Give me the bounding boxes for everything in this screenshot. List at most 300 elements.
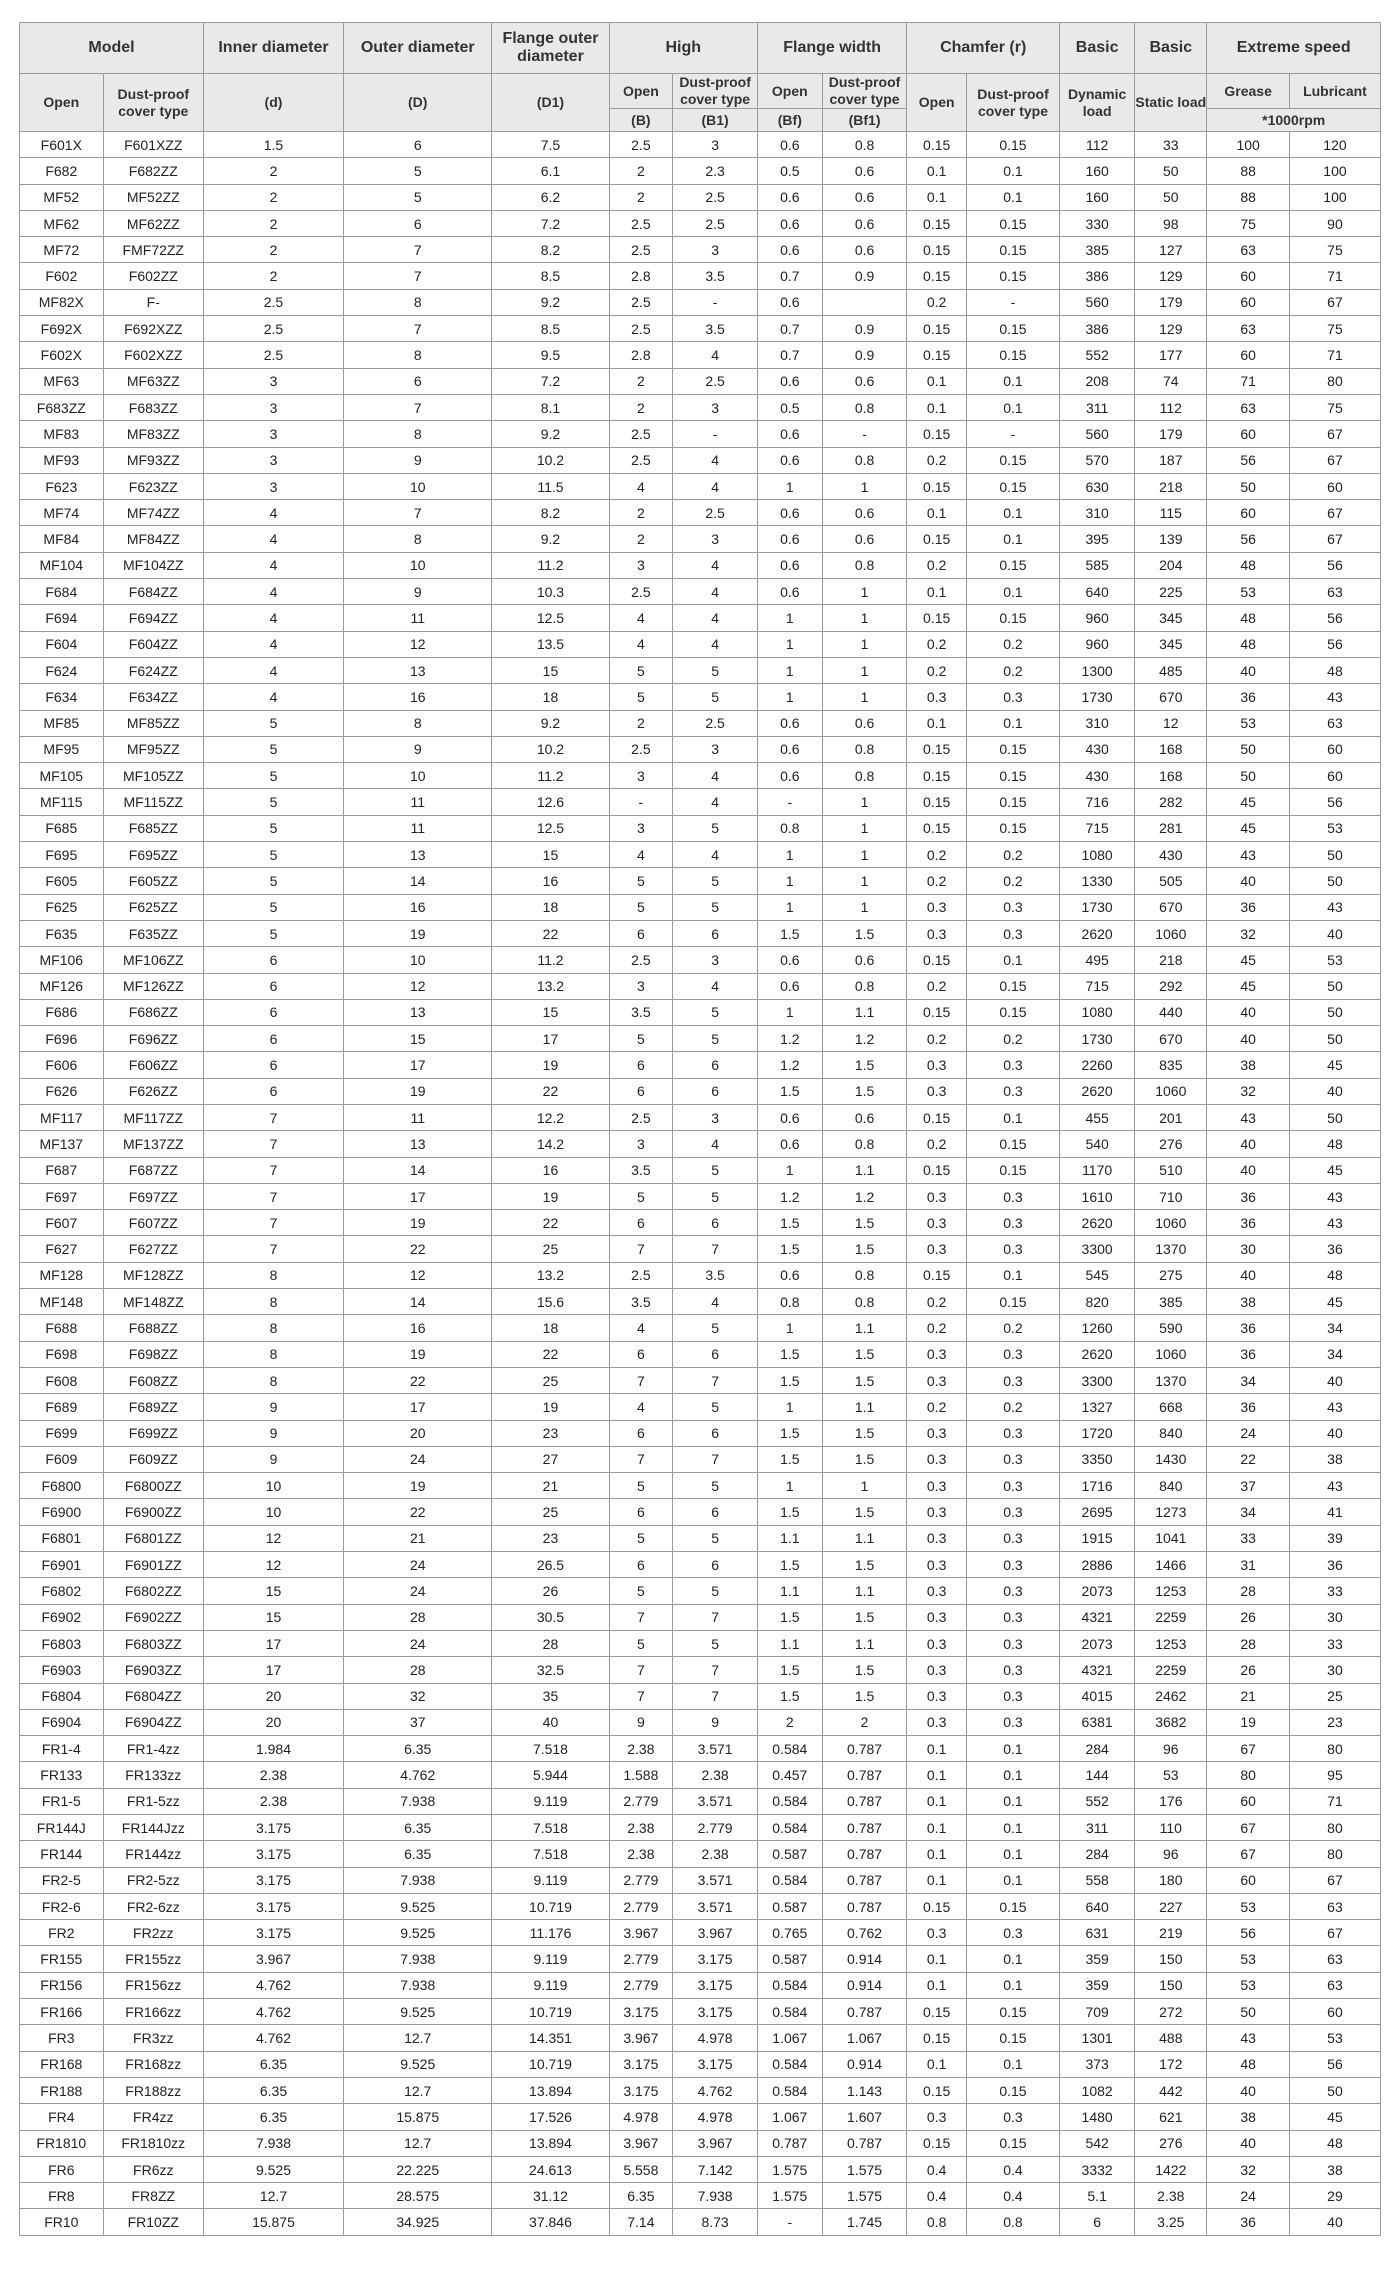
- cell-speed-lubricant: 50: [1289, 1026, 1380, 1052]
- table-row: [20, 1131, 1381, 1157]
- cell-static-load: 1060: [1135, 1341, 1207, 1367]
- cell-chamfer-dust-proof: 0.15: [966, 736, 1059, 762]
- cell-outer-diameter: 6.35: [344, 1736, 492, 1762]
- cell-high-open: 3.175: [609, 2077, 673, 2103]
- table-row: [20, 947, 1381, 973]
- table-row: [20, 631, 1381, 657]
- cell-chamfer-open: 0.1: [907, 1762, 967, 1788]
- cell-inner-diameter: 12.7: [203, 2183, 343, 2209]
- cell-flange-width-open: 1.575: [757, 2183, 822, 2209]
- cell-high-open: 3.5: [609, 1157, 673, 1183]
- cell-model-dust-proof: F608ZZ: [103, 1367, 203, 1393]
- cell-flange-outer-diameter: 21: [492, 1473, 609, 1499]
- cell-speed-grease: 38: [1207, 1289, 1290, 1315]
- cell-speed-grease: 36: [1207, 1394, 1290, 1420]
- cell-model-dust-proof: F6800ZZ: [103, 1473, 203, 1499]
- cell-dynamic-load: 359: [1060, 1946, 1135, 1972]
- cell-inner-diameter: 17: [203, 1630, 343, 1656]
- cell-flange-outer-diameter: 12.5: [492, 605, 609, 631]
- cell-high-dust-proof: 6: [673, 1420, 758, 1446]
- cell-high-dust-proof: 2.5: [673, 710, 758, 736]
- cell-speed-grease: 71: [1207, 368, 1290, 394]
- cell-static-load: 168: [1135, 736, 1207, 762]
- cell-outer-diameter: 11: [344, 1104, 492, 1130]
- cell-model-open: F635: [20, 920, 104, 946]
- cell-chamfer-dust-proof: 0.3: [966, 1473, 1059, 1499]
- cell-inner-diameter: 1.5: [203, 132, 343, 158]
- cell-flange-width-dust-proof: 0.8: [822, 736, 907, 762]
- cell-model-dust-proof: FR2-6zz: [103, 1893, 203, 1919]
- cell-chamfer-dust-proof: 0.3: [966, 920, 1059, 946]
- cell-speed-lubricant: 67: [1289, 421, 1380, 447]
- cell-flange-width-open: 1.067: [757, 2104, 822, 2130]
- cell-static-load: 2462: [1135, 1683, 1207, 1709]
- cell-model-open: F6904: [20, 1709, 104, 1735]
- cell-high-dust-proof: 4.762: [673, 2077, 758, 2103]
- cell-model-dust-proof: F625ZZ: [103, 894, 203, 920]
- table-row: [20, 1183, 1381, 1209]
- cell-high-dust-proof: 3.175: [673, 1946, 758, 1972]
- cell-high-dust-proof: 5: [673, 868, 758, 894]
- cell-inner-diameter: 5: [203, 710, 343, 736]
- cell-speed-lubricant: 60: [1289, 763, 1380, 789]
- cell-dynamic-load: 1300: [1060, 657, 1135, 683]
- cell-static-load: 276: [1135, 1131, 1207, 1157]
- cell-flange-outer-diameter: 27: [492, 1446, 609, 1472]
- cell-high-dust-proof: 3: [673, 237, 758, 263]
- cell-high-dust-proof: 5: [673, 684, 758, 710]
- cell-model-dust-proof: FR10ZZ: [103, 2209, 203, 2235]
- cell-outer-diameter: 16: [344, 894, 492, 920]
- table-row: [20, 1026, 1381, 1052]
- cell-chamfer-open: 0.15: [907, 947, 967, 973]
- cell-model-dust-proof: FR156zz: [103, 1972, 203, 1998]
- cell-high-dust-proof: 6: [673, 1210, 758, 1236]
- cell-model-dust-proof: F623ZZ: [103, 473, 203, 499]
- cell-speed-grease: 30: [1207, 1236, 1290, 1262]
- cell-high-dust-proof: 4: [673, 789, 758, 815]
- cell-flange-width-dust-proof: 1.1: [822, 999, 907, 1025]
- table-row: [20, 2051, 1381, 2077]
- cell-chamfer-dust-proof: 0.3: [966, 1552, 1059, 1578]
- cell-dynamic-load: 310: [1060, 710, 1135, 736]
- cell-chamfer-open: 0.1: [907, 1815, 967, 1841]
- cell-chamfer-open: 0.3: [907, 1052, 967, 1078]
- cell-speed-grease: 36: [1207, 684, 1290, 710]
- cell-speed-grease: 36: [1207, 894, 1290, 920]
- header-chamfer: Chamfer (r): [907, 23, 1060, 74]
- cell-model-open: F624: [20, 657, 104, 683]
- cell-speed-grease: 33: [1207, 1525, 1290, 1551]
- cell-speed-grease: 80: [1207, 1762, 1290, 1788]
- cell-speed-lubricant: 63: [1289, 1972, 1380, 1998]
- cell-speed-grease: 36: [1207, 1315, 1290, 1341]
- cell-flange-width-open: 1: [757, 842, 822, 868]
- cell-static-load: 272: [1135, 1999, 1207, 2025]
- cell-high-open: 5: [609, 1578, 673, 1604]
- cell-high-open: 2.5: [609, 736, 673, 762]
- cell-speed-lubricant: 56: [1289, 631, 1380, 657]
- cell-flange-width-dust-proof: 0.787: [822, 1788, 907, 1814]
- cell-static-load: 275: [1135, 1262, 1207, 1288]
- cell-model-open: MF105: [20, 763, 104, 789]
- cell-model-dust-proof: F694ZZ: [103, 605, 203, 631]
- cell-dynamic-load: 1716: [1060, 1473, 1135, 1499]
- cell-flange-outer-diameter: 15.6: [492, 1289, 609, 1315]
- cell-inner-diameter: 6.35: [203, 2051, 343, 2077]
- cell-flange-width-open: -: [757, 2209, 822, 2235]
- cell-chamfer-open: 0.15: [907, 1893, 967, 1919]
- cell-static-load: 488: [1135, 2025, 1207, 2051]
- cell-model-open: MF63: [20, 368, 104, 394]
- table-row: [20, 2104, 1381, 2130]
- cell-high-dust-proof: 3.571: [673, 1788, 758, 1814]
- table-row: [20, 158, 1381, 184]
- cell-flange-width-dust-proof: 0.8: [822, 394, 907, 420]
- cell-outer-diameter: 7.938: [344, 1788, 492, 1814]
- table-row: [20, 1157, 1381, 1183]
- cell-inner-diameter: 6: [203, 1052, 343, 1078]
- table-row: [20, 1893, 1381, 1919]
- cell-outer-diameter: 10: [344, 552, 492, 578]
- cell-flange-width-open: 0.6: [757, 763, 822, 789]
- cell-model-dust-proof: F6903ZZ: [103, 1657, 203, 1683]
- cell-model-dust-proof: FR4zz: [103, 2104, 203, 2130]
- cell-model-open: FR10: [20, 2209, 104, 2235]
- cell-inner-diameter: 9: [203, 1446, 343, 1472]
- cell-flange-width-open: 0.8: [757, 815, 822, 841]
- bearing-spec-table-container: [19, 22, 1381, 2236]
- cell-model-dust-proof: F606ZZ: [103, 1052, 203, 1078]
- cell-speed-grease: 40: [1207, 999, 1290, 1025]
- table-row: [20, 1946, 1381, 1972]
- cell-flange-width-open: 0.584: [757, 1972, 822, 1998]
- cell-model-open: F687: [20, 1157, 104, 1183]
- cell-model-open: F689: [20, 1394, 104, 1420]
- cell-inner-diameter: 7.938: [203, 2130, 343, 2156]
- cell-outer-diameter: 15: [344, 1026, 492, 1052]
- cell-static-load: 180: [1135, 1867, 1207, 1893]
- cell-model-dust-proof: F683ZZ: [103, 394, 203, 420]
- cell-flange-width-dust-proof: 0.787: [822, 2130, 907, 2156]
- cell-flange-width-open: 0.584: [757, 1867, 822, 1893]
- cell-outer-diameter: 37: [344, 1709, 492, 1735]
- cell-inner-diameter: 4.762: [203, 1999, 343, 2025]
- cell-chamfer-dust-proof: 0.4: [966, 2183, 1059, 2209]
- table-row: [20, 1420, 1381, 1446]
- cell-model-open: MF82X: [20, 289, 104, 315]
- cell-dynamic-load: 558: [1060, 1867, 1135, 1893]
- cell-flange-width-dust-proof: 0.787: [822, 1762, 907, 1788]
- cell-flange-width-dust-proof: 1.5: [822, 1367, 907, 1393]
- cell-model-dust-proof: MF126ZZ: [103, 973, 203, 999]
- cell-flange-width-dust-proof: 1.143: [822, 2077, 907, 2103]
- cell-speed-grease: 36: [1207, 1183, 1290, 1209]
- cell-chamfer-open: 0.2: [907, 657, 967, 683]
- cell-outer-diameter: 7.938: [344, 1867, 492, 1893]
- cell-speed-lubricant: 43: [1289, 1394, 1380, 1420]
- table-row: [20, 736, 1381, 762]
- header-basic-dynamic: Basic: [1060, 23, 1135, 74]
- cell-high-dust-proof: 3.571: [673, 1867, 758, 1893]
- cell-speed-lubricant: 56: [1289, 605, 1380, 631]
- cell-outer-diameter: 6.35: [344, 1841, 492, 1867]
- cell-high-open: 7: [609, 1367, 673, 1393]
- cell-chamfer-dust-proof: 0.2: [966, 1394, 1059, 1420]
- cell-dynamic-load: 1480: [1060, 2104, 1135, 2130]
- cell-inner-diameter: 5: [203, 920, 343, 946]
- cell-model-dust-proof: MF63ZZ: [103, 368, 203, 394]
- cell-outer-diameter: 12.7: [344, 2025, 492, 2051]
- cell-model-open: FR6: [20, 2156, 104, 2182]
- cell-dynamic-load: 552: [1060, 1788, 1135, 1814]
- cell-model-dust-proof: FR1-4zz: [103, 1736, 203, 1762]
- cell-high-dust-proof: 4: [673, 1131, 758, 1157]
- cell-chamfer-dust-proof: 0.3: [966, 1446, 1059, 1472]
- cell-inner-diameter: 2.38: [203, 1762, 343, 1788]
- cell-speed-grease: 28: [1207, 1578, 1290, 1604]
- cell-model-open: F685: [20, 815, 104, 841]
- cell-static-load: 840: [1135, 1420, 1207, 1446]
- cell-speed-grease: 24: [1207, 2183, 1290, 2209]
- cell-model-open: FR144: [20, 1841, 104, 1867]
- cell-high-open: 5: [609, 684, 673, 710]
- cell-speed-lubricant: 100: [1289, 184, 1380, 210]
- cell-high-dust-proof: 6: [673, 1552, 758, 1578]
- cell-static-load: 442: [1135, 2077, 1207, 2103]
- cell-static-load: 50: [1135, 184, 1207, 210]
- cell-inner-diameter: 15.875: [203, 2209, 343, 2235]
- table-row: [20, 2183, 1381, 2209]
- cell-speed-grease: 31: [1207, 1552, 1290, 1578]
- cell-model-open: FR2-5: [20, 1867, 104, 1893]
- table-row: [20, 394, 1381, 420]
- header-Bf: (Bf): [757, 109, 822, 132]
- table-row: [20, 1657, 1381, 1683]
- cell-speed-lubricant: 67: [1289, 447, 1380, 473]
- cell-chamfer-dust-proof: 0.15: [966, 210, 1059, 236]
- cell-speed-lubricant: 56: [1289, 552, 1380, 578]
- cell-inner-diameter: 9.525: [203, 2156, 343, 2182]
- cell-flange-width-open: 0.6: [757, 973, 822, 999]
- cell-flange-width-dust-proof: 1.5: [822, 1604, 907, 1630]
- cell-high-open: 2.38: [609, 1736, 673, 1762]
- cell-flange-outer-diameter: 8.5: [492, 316, 609, 342]
- cell-flange-width-open: 1.1: [757, 1630, 822, 1656]
- header-flange-outer-diameter: Flange outer diameter: [492, 23, 609, 74]
- cell-chamfer-open: 0.2: [907, 868, 967, 894]
- cell-static-load: 670: [1135, 894, 1207, 920]
- cell-speed-lubricant: 33: [1289, 1630, 1380, 1656]
- cell-flange-outer-diameter: 9.5: [492, 342, 609, 368]
- cell-outer-diameter: 12: [344, 1262, 492, 1288]
- cell-flange-width-open: 1.5: [757, 1657, 822, 1683]
- cell-flange-outer-diameter: 15: [492, 657, 609, 683]
- cell-flange-outer-diameter: 13.2: [492, 973, 609, 999]
- cell-speed-grease: 60: [1207, 289, 1290, 315]
- cell-model-dust-proof: F682ZZ: [103, 158, 203, 184]
- cell-dynamic-load: 585: [1060, 552, 1135, 578]
- cell-high-open: 2.5: [609, 447, 673, 473]
- cell-speed-grease: 48: [1207, 552, 1290, 578]
- cell-chamfer-dust-proof: 0.3: [966, 1920, 1059, 1946]
- cell-dynamic-load: 160: [1060, 184, 1135, 210]
- cell-high-dust-proof: 2.779: [673, 1815, 758, 1841]
- cell-static-load: 204: [1135, 552, 1207, 578]
- cell-flange-outer-diameter: 8.1: [492, 394, 609, 420]
- cell-speed-grease: 45: [1207, 973, 1290, 999]
- cell-chamfer-open: 0.2: [907, 631, 967, 657]
- cell-high-open: 6: [609, 1420, 673, 1446]
- cell-speed-lubricant: 71: [1289, 263, 1380, 289]
- cell-outer-diameter: 24: [344, 1578, 492, 1604]
- header-static-load: Static load: [1135, 74, 1207, 132]
- cell-outer-diameter: 11: [344, 789, 492, 815]
- cell-model-dust-proof: FR6zz: [103, 2156, 203, 2182]
- cell-static-load: 201: [1135, 1104, 1207, 1130]
- table-row: [20, 2130, 1381, 2156]
- cell-flange-width-dust-proof: 1.1: [822, 1630, 907, 1656]
- cell-model-open: FR188: [20, 2077, 104, 2103]
- cell-chamfer-open: 0.1: [907, 1788, 967, 1814]
- cell-model-dust-proof: F698ZZ: [103, 1341, 203, 1367]
- cell-high-dust-proof: 6: [673, 920, 758, 946]
- header-flange-width: Flange width: [757, 23, 906, 74]
- cell-high-open: 3.5: [609, 999, 673, 1025]
- cell-dynamic-load: 5.1: [1060, 2183, 1135, 2209]
- cell-speed-grease: 43: [1207, 2025, 1290, 2051]
- cell-high-open: 2.5: [609, 947, 673, 973]
- cell-model-dust-proof: F626ZZ: [103, 1078, 203, 1104]
- table-row: [20, 473, 1381, 499]
- cell-chamfer-dust-proof: 0.1: [966, 526, 1059, 552]
- cell-dynamic-load: 311: [1060, 1815, 1135, 1841]
- cell-chamfer-open: 0.4: [907, 2183, 967, 2209]
- cell-high-dust-proof: 5: [673, 999, 758, 1025]
- cell-model-dust-proof: F605ZZ: [103, 868, 203, 894]
- cell-high-open: 2.8: [609, 263, 673, 289]
- cell-chamfer-dust-proof: 0.15: [966, 132, 1059, 158]
- cell-inner-diameter: 5: [203, 763, 343, 789]
- cell-flange-width-open: 0.7: [757, 342, 822, 368]
- cell-dynamic-load: 1260: [1060, 1315, 1135, 1341]
- table-row: [20, 368, 1381, 394]
- cell-flange-outer-diameter: 7.2: [492, 210, 609, 236]
- cell-model-dust-proof: F695ZZ: [103, 842, 203, 868]
- cell-model-dust-proof: F624ZZ: [103, 657, 203, 683]
- cell-chamfer-dust-proof: 0.15: [966, 2077, 1059, 2103]
- cell-high-dust-proof: 3: [673, 526, 758, 552]
- cell-speed-lubricant: 60: [1289, 1999, 1380, 2025]
- cell-flange-outer-diameter: 7.518: [492, 1736, 609, 1762]
- cell-model-open: F601X: [20, 132, 104, 158]
- cell-static-load: 670: [1135, 1026, 1207, 1052]
- cell-inner-diameter: 6: [203, 1078, 343, 1104]
- cell-static-load: 670: [1135, 684, 1207, 710]
- cell-model-dust-proof: MF74ZZ: [103, 500, 203, 526]
- cell-high-dust-proof: 4.978: [673, 2104, 758, 2130]
- cell-flange-width-dust-proof: 0.787: [822, 1893, 907, 1919]
- cell-flange-width-dust-proof: 0.6: [822, 710, 907, 736]
- header-B: (B): [609, 109, 673, 132]
- cell-model-open: FR133: [20, 1762, 104, 1788]
- cell-model-dust-proof: F6801ZZ: [103, 1525, 203, 1551]
- cell-model-open: MF117: [20, 1104, 104, 1130]
- cell-outer-diameter: 13: [344, 1131, 492, 1157]
- cell-chamfer-open: 0.1: [907, 500, 967, 526]
- cell-model-open: MF83: [20, 421, 104, 447]
- cell-static-load: 172: [1135, 2051, 1207, 2077]
- cell-flange-outer-diameter: 37.846: [492, 2209, 609, 2235]
- cell-static-load: 115: [1135, 500, 1207, 526]
- cell-speed-lubricant: 67: [1289, 526, 1380, 552]
- cell-flange-width-open: 1.2: [757, 1026, 822, 1052]
- cell-flange-width-dust-proof: 0.9: [822, 263, 907, 289]
- cell-speed-lubricant: 60: [1289, 473, 1380, 499]
- cell-model-dust-proof: FR155zz: [103, 1946, 203, 1972]
- cell-flange-width-dust-proof: 1: [822, 579, 907, 605]
- cell-flange-width-dust-proof: 0.6: [822, 526, 907, 552]
- cell-model-open: F684: [20, 579, 104, 605]
- cell-speed-grease: 40: [1207, 2130, 1290, 2156]
- cell-flange-outer-diameter: 17: [492, 1026, 609, 1052]
- cell-flange-width-open: 0.6: [757, 552, 822, 578]
- table-row: [20, 1630, 1381, 1656]
- table-row: [20, 2077, 1381, 2103]
- cell-static-load: 621: [1135, 2104, 1207, 2130]
- cell-dynamic-load: 6: [1060, 2209, 1135, 2235]
- cell-chamfer-open: 0.3: [907, 1683, 967, 1709]
- cell-high-open: 2.5: [609, 421, 673, 447]
- cell-speed-grease: 60: [1207, 421, 1290, 447]
- cell-model-dust-proof: F604ZZ: [103, 631, 203, 657]
- cell-high-open: 3: [609, 815, 673, 841]
- cell-high-dust-proof: 2.3: [673, 158, 758, 184]
- cell-flange-width-open: 0.6: [757, 1131, 822, 1157]
- header-D1: (D1): [492, 74, 609, 132]
- cell-flange-width-open: 0.587: [757, 1946, 822, 1972]
- cell-flange-width-dust-proof: 1.5: [822, 1420, 907, 1446]
- cell-speed-lubricant: 50: [1289, 973, 1380, 999]
- cell-dynamic-load: 1330: [1060, 868, 1135, 894]
- cell-inner-diameter: 3.175: [203, 1920, 343, 1946]
- cell-high-dust-proof: 7: [673, 1236, 758, 1262]
- cell-model-dust-proof: MF115ZZ: [103, 789, 203, 815]
- cell-flange-width-dust-proof: -: [822, 421, 907, 447]
- cell-model-open: MF85: [20, 710, 104, 736]
- cell-flange-width-dust-proof: 0.787: [822, 1867, 907, 1893]
- cell-speed-grease: 100: [1207, 132, 1290, 158]
- cell-outer-diameter: 7: [344, 394, 492, 420]
- cell-flange-outer-diameter: 10.2: [492, 736, 609, 762]
- cell-speed-grease: 63: [1207, 316, 1290, 342]
- cell-flange-outer-diameter: 40: [492, 1709, 609, 1735]
- cell-chamfer-open: 0.15: [907, 421, 967, 447]
- cell-chamfer-dust-proof: 0.1: [966, 1946, 1059, 1972]
- cell-high-open: 2.5: [609, 132, 673, 158]
- cell-flange-outer-diameter: 12.2: [492, 1104, 609, 1130]
- cell-flange-width-dust-proof: 1: [822, 789, 907, 815]
- cell-model-open: F698: [20, 1341, 104, 1367]
- table-row: [20, 1525, 1381, 1551]
- header-high-dust-proof: Dust-proof cover type: [673, 74, 758, 109]
- cell-chamfer-open: 0.2: [907, 1315, 967, 1341]
- cell-outer-diameter: 7: [344, 500, 492, 526]
- cell-flange-width-dust-proof: 1.1: [822, 1525, 907, 1551]
- cell-static-load: 177: [1135, 342, 1207, 368]
- cell-chamfer-dust-proof: 0.1: [966, 1104, 1059, 1130]
- cell-flange-width-open: 1: [757, 631, 822, 657]
